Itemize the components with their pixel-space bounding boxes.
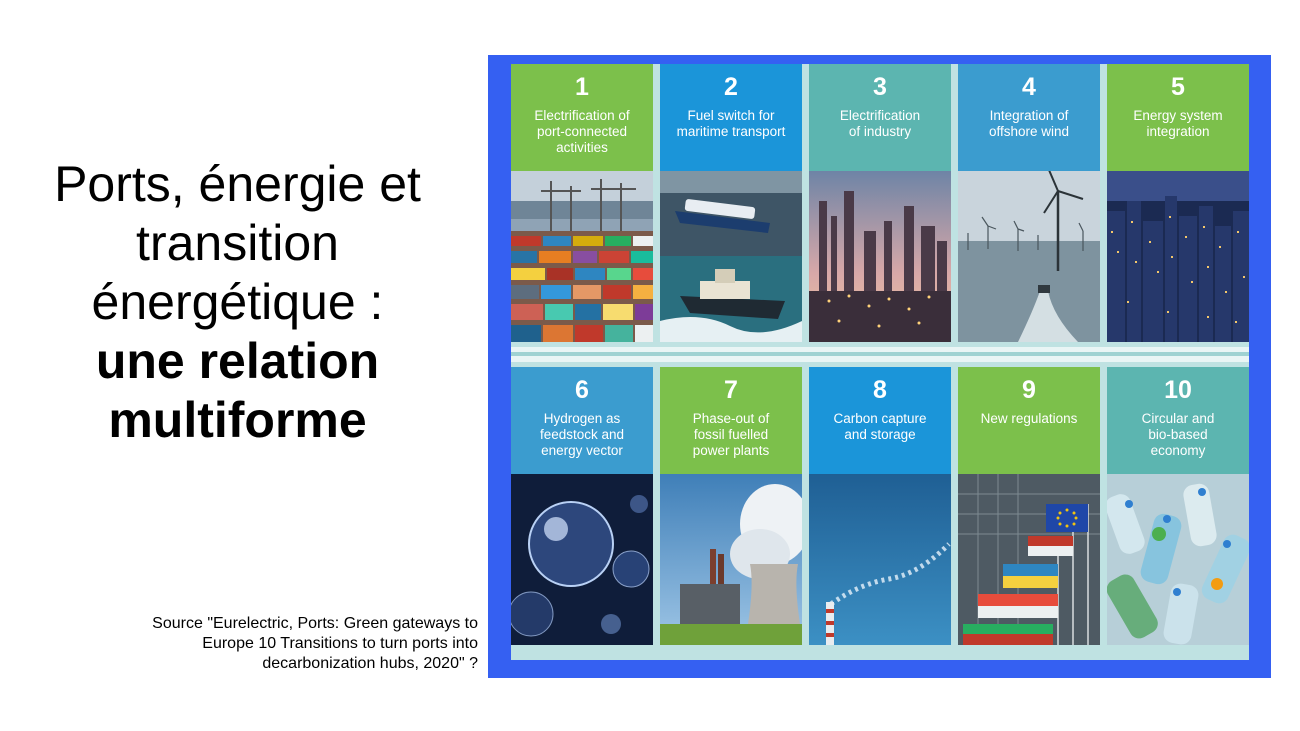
tile-label-line: economy — [1150, 443, 1206, 458]
source-line: decarbonization hubs, 2020" ? — [262, 655, 478, 672]
tile-label — [666, 108, 796, 140]
tile-number: 8 — [873, 376, 887, 404]
tile-label-line: Hydrogen as — [543, 411, 621, 426]
tile-header — [958, 64, 1100, 171]
tile-label-line: Integration of — [989, 108, 1069, 123]
tile-number: 6 — [575, 376, 589, 404]
container-port-image — [511, 171, 653, 342]
tile-header — [511, 367, 653, 474]
title-bold-line: une relation — [95, 333, 380, 389]
bubbles-image — [511, 474, 653, 645]
tile-label — [815, 411, 945, 443]
refinery-image — [809, 171, 951, 342]
tile-label-line: New regulations — [980, 411, 1078, 426]
tile-label-line: fossil fuelled — [693, 427, 769, 442]
tile-label — [815, 108, 945, 140]
tile-label-line: Fuel switch for — [687, 108, 775, 123]
transition-tile — [511, 367, 653, 645]
tile-number: 2 — [724, 73, 738, 101]
tile-label — [964, 108, 1094, 140]
transition-tile — [660, 367, 802, 645]
tile-label-line: Phase-out of — [692, 411, 770, 426]
transition-tile — [511, 64, 653, 342]
tile-label-line: feedstock and — [539, 427, 625, 442]
infographic-panel — [511, 64, 1249, 660]
transition-tile — [958, 367, 1100, 645]
tile-label-line: port-connected — [536, 124, 628, 139]
tiles-row-1 — [511, 64, 1249, 342]
city-night-image — [1107, 171, 1249, 342]
tile-label — [517, 108, 647, 156]
tile-number: 1 — [575, 73, 589, 101]
tile-label-line: bio-based — [1148, 427, 1208, 442]
title-line: Ports, énergie et — [54, 156, 421, 212]
tile-number: 10 — [1164, 376, 1192, 404]
tile-label-line: Carbon capture — [833, 411, 927, 426]
source-line: Source "Eurelectric, Ports: Green gateways to — [152, 615, 478, 632]
tile-number: 3 — [873, 73, 887, 101]
eu-flags-image — [958, 474, 1100, 645]
divider-line — [511, 352, 1249, 356]
slide-title — [20, 155, 455, 450]
tile-number: 4 — [1022, 73, 1036, 101]
title-bold-line: multiforme — [108, 392, 367, 448]
tile-label-line: and storage — [844, 427, 916, 442]
transition-tile — [809, 367, 951, 645]
tile-header — [660, 64, 802, 171]
title-line: transition — [136, 215, 339, 271]
tile-number: 9 — [1022, 376, 1036, 404]
tile-label-line: Electrification of — [534, 108, 630, 123]
tile-label-line: Energy system — [1133, 108, 1223, 123]
source-caption — [110, 614, 478, 674]
tile-label-line: offshore wind — [988, 124, 1070, 139]
transition-tile — [660, 64, 802, 342]
offshore-wind-image — [958, 171, 1100, 342]
tile-label-line: of industry — [848, 124, 912, 139]
tile-label — [517, 411, 647, 459]
transition-tile — [809, 64, 951, 342]
tile-header — [1107, 367, 1249, 474]
tile-label-line: power plants — [692, 443, 770, 458]
plastic-bottles-image — [1107, 474, 1249, 645]
source-line: Europe 10 Transitions to turn ports into — [202, 635, 478, 652]
transition-tile — [958, 64, 1100, 342]
tile-label-line: integration — [1146, 124, 1210, 139]
tile-label — [666, 411, 796, 459]
power-plant-image — [660, 474, 802, 645]
transition-tile — [1107, 367, 1249, 645]
tile-label-line: Electrification — [839, 108, 921, 123]
tile-label-line: energy vector — [541, 443, 623, 458]
transition-tile — [1107, 64, 1249, 342]
tile-label-line: maritime transport — [676, 124, 786, 139]
tile-number: 7 — [724, 376, 738, 404]
tile-header — [958, 367, 1100, 474]
title-line: énergétique : — [91, 274, 384, 330]
tile-header — [1107, 64, 1249, 171]
tile-header — [511, 64, 653, 171]
tile-label-line: Circular and — [1141, 411, 1215, 426]
tile-label — [1113, 411, 1243, 459]
chimney-image — [809, 474, 951, 645]
tile-number: 5 — [1171, 73, 1185, 101]
tile-header — [809, 367, 951, 474]
tile-label-line: activities — [556, 140, 608, 155]
tile-header — [660, 367, 802, 474]
tile-label — [1113, 108, 1243, 140]
tiles-row-2 — [511, 367, 1249, 645]
tile-label — [964, 411, 1094, 427]
tile-header — [809, 64, 951, 171]
ships-image — [660, 171, 802, 342]
